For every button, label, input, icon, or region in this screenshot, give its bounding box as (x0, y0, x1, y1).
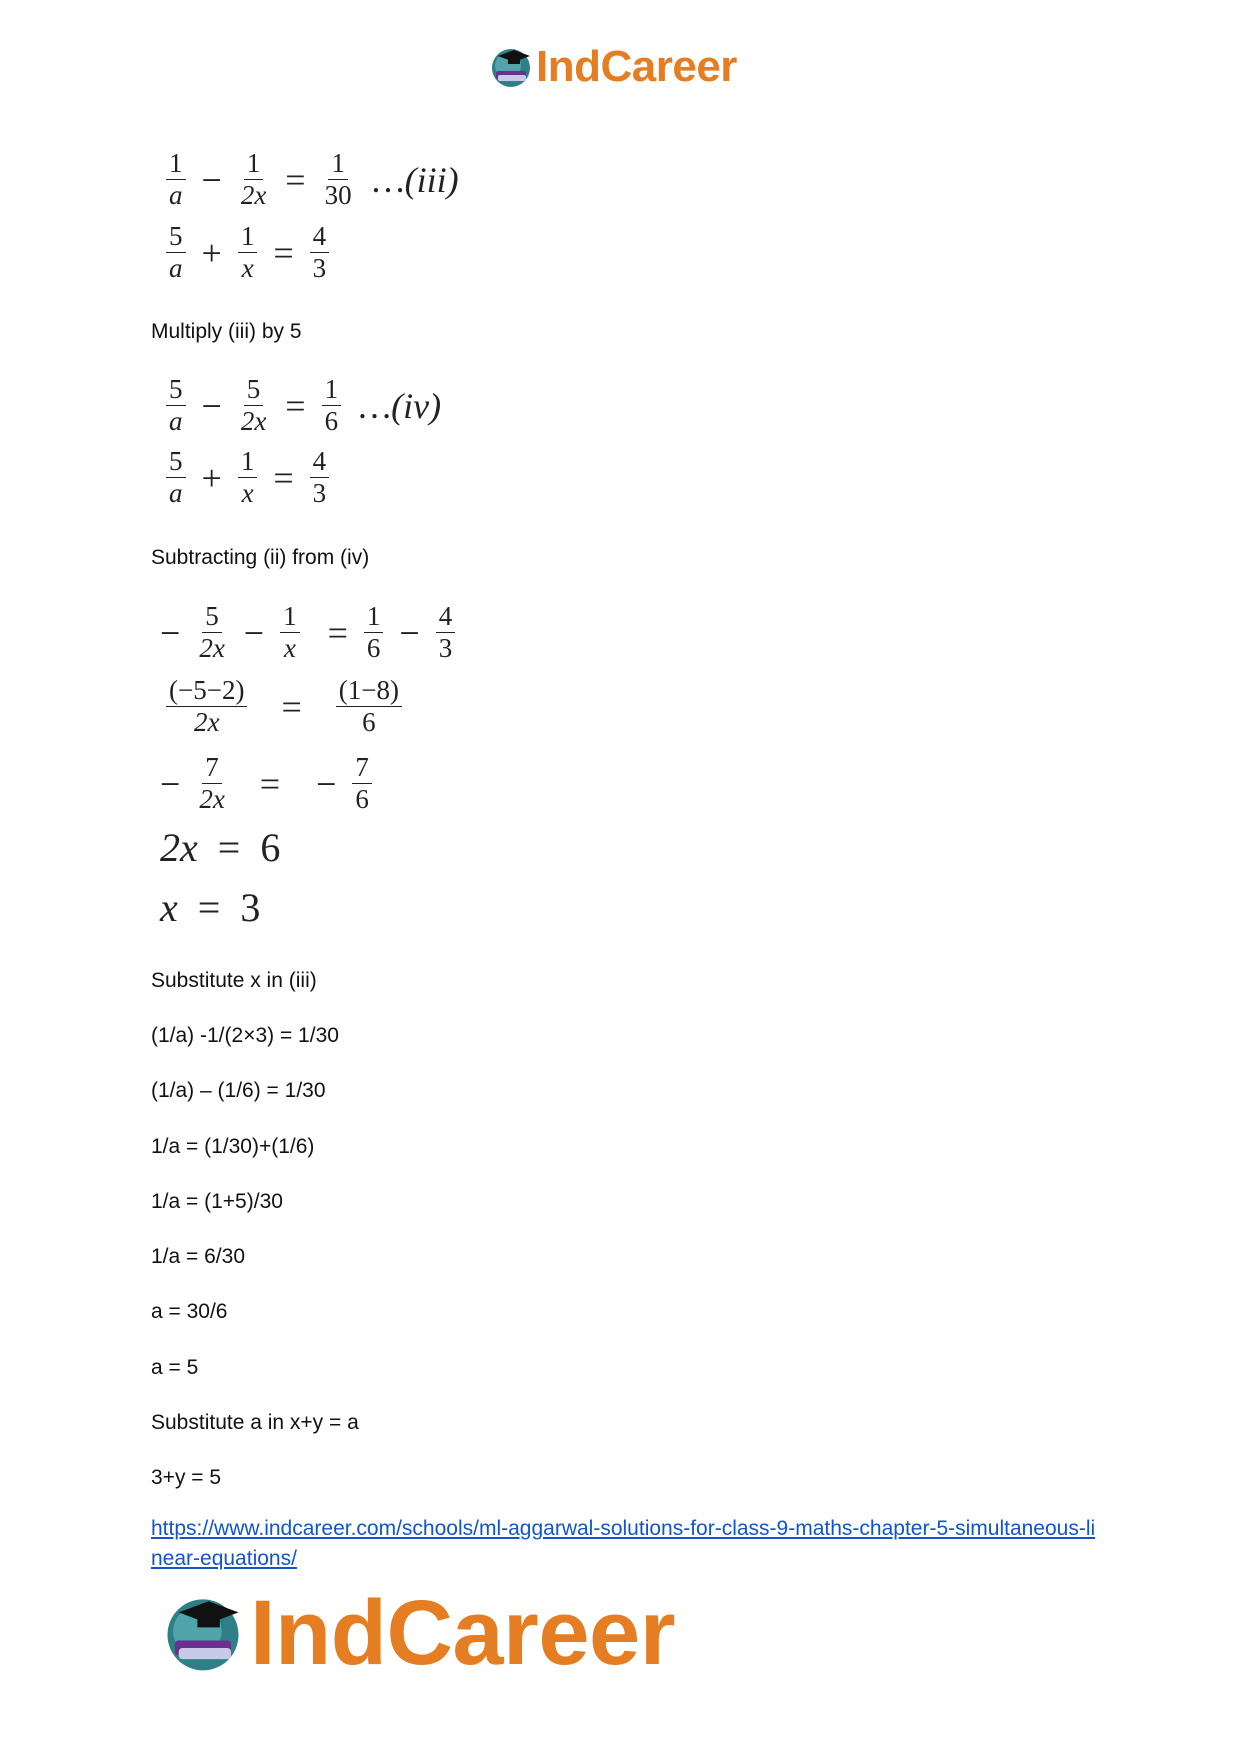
equation-sub-1 (160, 603, 461, 662)
fraction-numerator: 7 (202, 754, 222, 784)
fraction (166, 376, 186, 435)
fraction (322, 150, 355, 209)
fraction-numerator: 1 (322, 376, 342, 406)
step-line: a = 5 (151, 1356, 199, 1379)
fraction (196, 603, 227, 662)
logo-text: IndCareer (250, 1581, 675, 1684)
equation-iii (160, 150, 459, 209)
fraction-denominator: a (169, 406, 183, 436)
equation-iv (160, 376, 441, 435)
fraction-denominator: 3 (438, 633, 453, 663)
logo-text: IndCareer (536, 42, 737, 91)
math-operator: − (201, 159, 222, 200)
fraction (166, 677, 247, 736)
fraction-denominator: 2x (240, 180, 267, 210)
step-line: 1/a = 6/30 (151, 1245, 245, 1268)
fraction-denominator: 6 (366, 633, 381, 663)
fraction-numerator: 1 (280, 603, 300, 633)
text-substitute-x: Substitute x in (iii) (151, 969, 317, 992)
step-line: 1/a = (1/30)+(1/6) (151, 1135, 315, 1158)
fraction-denominator: a (169, 253, 183, 283)
fraction-denominator: 2x (199, 633, 225, 663)
fraction (352, 754, 372, 813)
fraction (166, 448, 186, 507)
graduation-book-globe-icon (488, 44, 534, 90)
math-operator: + (201, 457, 222, 498)
math-operator: = (217, 825, 241, 870)
fraction-denominator: 2x (240, 406, 267, 436)
equation-tag: …(iv) (359, 385, 442, 426)
math-operator: = (273, 457, 294, 498)
fraction-numerator: 5 (166, 223, 186, 253)
graduation-book-globe-icon (160, 1590, 246, 1676)
text-substitute-a: Substitute a in x+y = a (151, 1411, 359, 1434)
fraction (196, 754, 227, 813)
math-operator: = (259, 763, 281, 804)
fraction (238, 223, 258, 282)
math-operator: − (399, 612, 420, 653)
fraction-numerator: 1 (238, 448, 258, 478)
math-operator: = (285, 385, 306, 426)
fraction (322, 376, 342, 435)
step-line: 1/a = (1+5)/30 (151, 1190, 283, 1213)
fraction (364, 603, 384, 662)
math-operator: − (201, 385, 222, 426)
fraction-numerator: 1 (328, 150, 348, 180)
fraction-numerator: 5 (202, 603, 222, 633)
math-operator: = (197, 885, 221, 930)
fraction (436, 603, 456, 662)
equation-sub-3 (160, 754, 378, 813)
fraction-denominator: 30 (324, 180, 352, 210)
fraction-denominator: 6 (355, 784, 369, 814)
fraction-numerator: 4 (310, 448, 330, 478)
math-operator: = (327, 612, 348, 653)
fraction-numerator: 1 (238, 223, 258, 253)
step-line: a = 30/6 (151, 1300, 228, 1323)
fraction (238, 448, 258, 507)
fraction-numerator: 7 (352, 754, 372, 784)
step-line: (1/a) -1/(2×3) = 1/30 (151, 1024, 339, 1047)
fraction-denominator: 2x (199, 784, 225, 814)
text-multiply: Multiply (iii) by 5 (151, 320, 302, 343)
fraction (336, 677, 402, 736)
fraction-numerator: 5 (166, 448, 186, 478)
fraction-denominator: a (169, 180, 183, 210)
fraction-denominator: 3 (312, 253, 327, 283)
header-logo (488, 42, 737, 92)
fraction-numerator: 5 (244, 376, 264, 406)
equation-sub-5: x = 3 (160, 885, 261, 930)
step-line: (1/a) – (1/6) = 1/30 (151, 1079, 326, 1102)
footer-logo (160, 1581, 675, 1684)
fraction (238, 150, 269, 209)
math-operator: + (201, 232, 222, 273)
fraction-numerator: (1−8) (336, 677, 402, 707)
text-subtracting: Subtracting (ii) from (iv) (151, 546, 370, 569)
fraction-denominator: 3 (312, 478, 327, 508)
step-line: 3+y = 5 (151, 1466, 222, 1489)
equation-ii-b (160, 448, 335, 507)
equation-ii-a (160, 223, 335, 282)
math-operator: − (243, 612, 265, 653)
fraction-numerator: 1 (364, 603, 384, 633)
fraction-numerator: (−5−2) (166, 677, 247, 707)
fraction-denominator: x (241, 253, 254, 283)
fraction (310, 223, 330, 282)
fraction-denominator: 2x (193, 707, 220, 737)
equation-tag: …(iii) (372, 159, 459, 200)
math-operator: = (273, 232, 294, 273)
math-operator: = (285, 159, 306, 200)
source-link[interactable]: https://www.indcareer.com/schools/ml-aggarwal-solutions-for-class-9-maths-chapter-5-simultaneous-linear-equations/ (151, 1517, 1096, 1570)
fraction-denominator: x (283, 633, 296, 663)
fraction-numerator: 4 (310, 223, 330, 253)
fraction-numerator: 4 (436, 603, 456, 633)
fraction (280, 603, 300, 662)
math-operator: − (316, 763, 337, 804)
fraction-numerator: 1 (166, 150, 186, 180)
fraction (166, 223, 186, 282)
equation-sub-2 (160, 677, 408, 736)
fraction-denominator: 6 (324, 406, 339, 436)
fraction-denominator: 6 (362, 707, 376, 737)
fraction (166, 150, 186, 209)
fraction (310, 448, 330, 507)
math-operator: − (160, 612, 181, 653)
fraction-denominator: x (241, 478, 254, 508)
fraction-numerator: 1 (244, 150, 264, 180)
math-operator: − (160, 763, 181, 804)
fraction-denominator: a (169, 478, 183, 508)
fraction-numerator: 5 (166, 376, 186, 406)
equation-sub-4: 2x = 6 (160, 825, 281, 870)
math-operator: = (281, 686, 302, 727)
fraction (238, 376, 269, 435)
